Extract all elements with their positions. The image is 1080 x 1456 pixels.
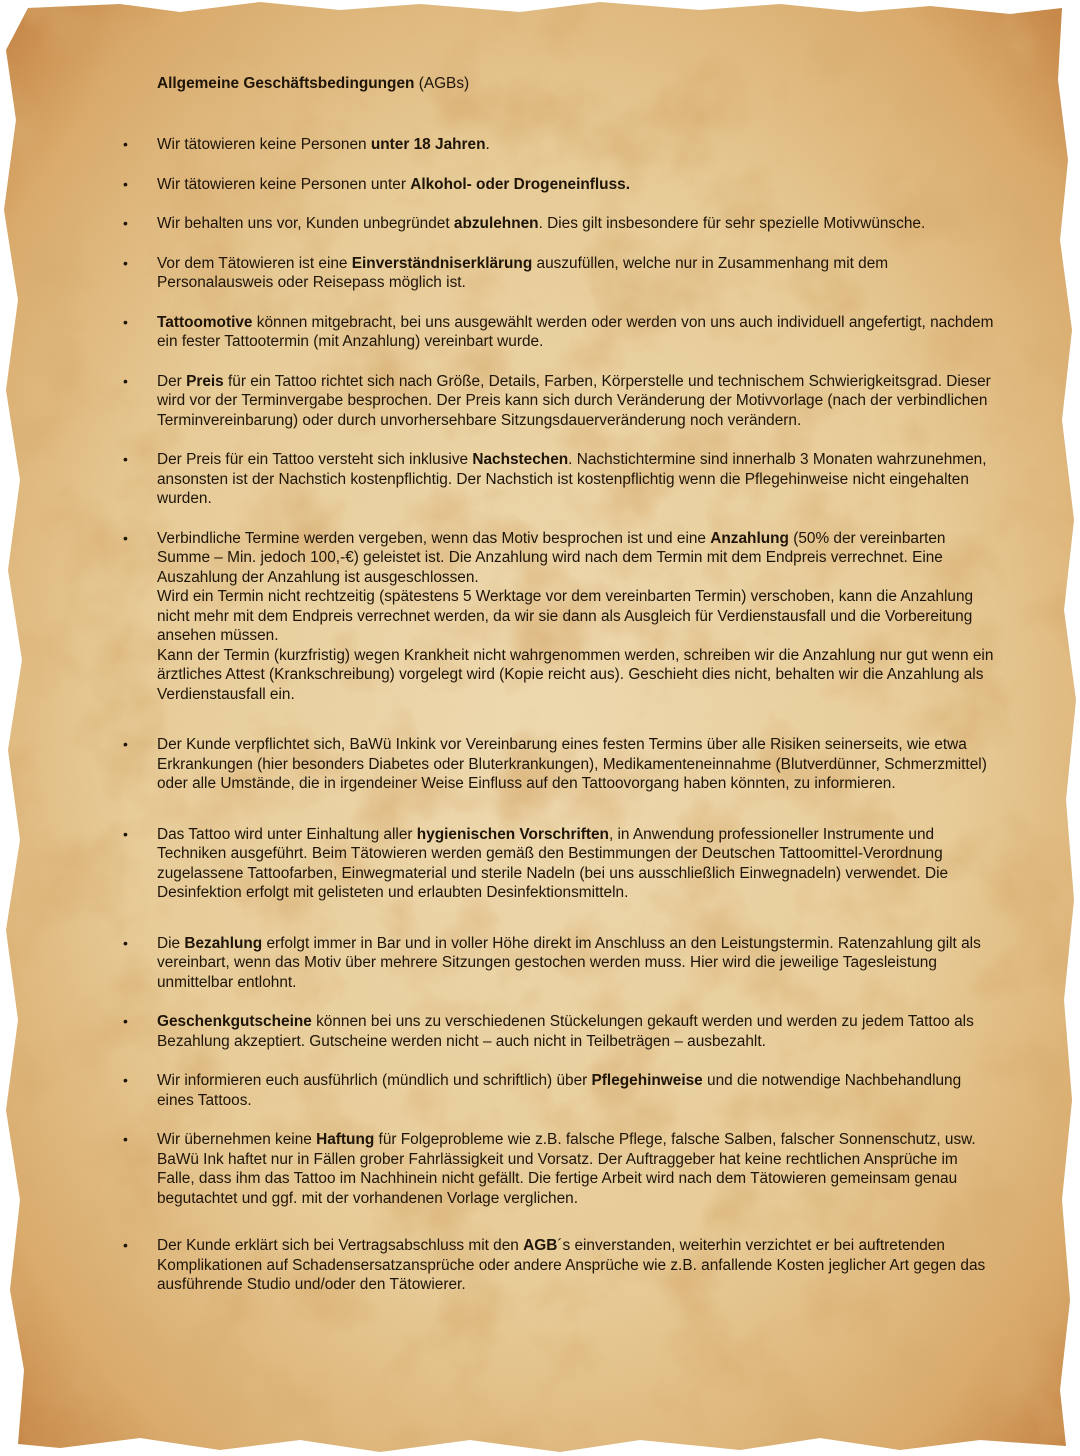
bullet-marker: • bbox=[123, 1237, 128, 1253]
terms-item bbox=[118, 450, 998, 509]
emphasis-text: abzulehnen bbox=[453, 215, 539, 232]
body-text: können mitgebracht, bei uns ausgewählt werden oder werden von uns auch individuell angefertigt, nachdem ein fester Tattootermin (mit Anzahlung) vereinbart wurde. bbox=[157, 313, 994, 350]
terms-paragraph bbox=[157, 529, 998, 588]
bullet-marker: • bbox=[123, 1013, 128, 1029]
terms-item bbox=[118, 529, 998, 705]
bullet-marker: • bbox=[123, 529, 128, 546]
terms-paragraph bbox=[157, 214, 998, 234]
terms-paragraph bbox=[157, 934, 998, 993]
body-text: Der bbox=[157, 372, 187, 390]
terms-paragraph bbox=[157, 1150, 998, 1209]
bullet-marker: • bbox=[123, 451, 128, 467]
terms-item bbox=[118, 735, 998, 794]
terms-item bbox=[118, 313, 998, 352]
bullet-marker: • bbox=[123, 175, 128, 192]
terms-paragraph bbox=[157, 1071, 998, 1110]
terms-item bbox=[118, 175, 998, 195]
bullet-marker: • bbox=[123, 736, 128, 752]
terms-paragraph bbox=[157, 1236, 998, 1295]
emphasis-text: Preis bbox=[186, 372, 224, 390]
body-text: Der Preis für ein Tattoo versteht sich inklusive bbox=[157, 451, 473, 468]
body-text: können bei uns zu verschiedenen Stückelungen gekauft werden und werden zu jedem Tattoo als Bezahlung akzeptiert. Gutscheine werden nicht – auch nicht in Teilbeträgen – ausbezahlt. bbox=[157, 1013, 974, 1050]
emphasis-text: Geschenkgutscheine bbox=[157, 1013, 312, 1030]
terms-item bbox=[118, 254, 998, 293]
document-title-bold: Allgemeine Geschäftsbedingungen bbox=[157, 75, 415, 92]
body-text: Vor dem Tätowieren ist eine bbox=[157, 254, 352, 272]
terms-item bbox=[118, 1236, 998, 1295]
body-text: Wir informieren euch ausführlich (mündlich und schriftlich) über bbox=[157, 1072, 592, 1089]
body-text: Der Kunde verpflichtet sich, BaWü Inkink vor Vereinbarung eines festen Termins über alle Risiken seinerseits, wie etwa Erkrankungen (hier besonders Diabetes oder Bluterkrankungen), Medikamenteneinnahme (Blutverdünner, Schmerzmittel) oder alle Umstände, die in irgendeiner Weise Einfluss auf den Tattoovorgang haben könnten, zu informieren. bbox=[157, 736, 987, 792]
body-text: Die bbox=[157, 934, 185, 952]
emphasis-text: Nachstechen bbox=[472, 451, 569, 468]
terms-list bbox=[118, 135, 998, 1295]
emphasis-text: Einverständniserklärung bbox=[351, 254, 533, 272]
terms-paragraph bbox=[157, 372, 998, 431]
body-text: Verbindliche Termine werden vergeben, wenn das Motiv besprochen ist und eine bbox=[157, 529, 711, 547]
emphasis-text: Anzahlung bbox=[710, 529, 789, 547]
body-text: Wir übernehmen keine bbox=[157, 1131, 317, 1148]
body-text: , in Anwendung professioneller Instrumente und Techniken ausgeführt. Beim Tätowieren werden gemäß den Bestimmungen der Deutschen Tattoomittel-Verordnung zugelassene Tattoofarben, Einwegmaterial und sterile Nadeln (bei uns ausschließlich Einwegnadeln) verwendet. Die Desinfektion erfolgt mit gelisteten und erlaubten Desinfektionsmitteln. bbox=[157, 825, 949, 901]
document-title-rest: (AGBs) bbox=[414, 75, 470, 92]
terms-item bbox=[118, 1130, 998, 1208]
body-text: erfolgt immer in Bar und in voller Höhe direkt im Anschluss an den Leistungstermin. Ratenzahlung gilt als vereinbart, wenn das Motiv über mehrere Sitzungen gestochen werden muss. Hier wird die jeweilige Tagesleistung unmittelbar entlohnt. bbox=[157, 934, 981, 991]
body-text: Wir tätowieren keine Personen unter bbox=[157, 175, 411, 193]
bullet-marker: • bbox=[123, 1072, 128, 1088]
body-text: für Folgeprobleme wie z.B. falsche Pflege, falsche Salben, falscher Sonnenschutz, usw. bbox=[374, 1131, 976, 1148]
body-text: Wird ein Termin nicht rechtzeitig (spätestens 5 Werktage vor dem vereinbarten Termin) verschoben, kann die Anzahlung nicht mehr mit dem Endpreis verrechnet werden, da wir sie dann als Ausgleich für Verdienstausfall und die Vorbereitung ansehen müssen. bbox=[157, 588, 974, 644]
emphasis-text: Bezahlung bbox=[184, 934, 263, 952]
terms-item bbox=[118, 1012, 998, 1051]
body-text: . bbox=[485, 136, 490, 153]
bullet-marker: • bbox=[123, 372, 128, 389]
emphasis-text: Haftung bbox=[316, 1131, 375, 1148]
terms-paragraph bbox=[157, 175, 998, 195]
body-text: Der Kunde erklärt sich bei Vertragsabschluss mit den bbox=[157, 1237, 524, 1254]
emphasis-text: AGB bbox=[523, 1237, 558, 1254]
terms-item bbox=[118, 825, 998, 903]
bullet-marker: • bbox=[123, 1131, 128, 1147]
body-text: Wir behalten uns vor, Kunden unbegründet bbox=[157, 215, 454, 232]
body-text: . Nachstichtermine sind innerhalb 3 Monaten wahrzunehmen, ansonsten ist der Nachstich kostenpflichtig. Der Nachstich ist kostenpflichtig wenn die Pflegehinweise nicht eingehalten wurden. bbox=[157, 451, 987, 507]
terms-item bbox=[118, 214, 998, 234]
body-text: Kann der Termin (kurzfristig) wegen Krankheit nicht wahrgenommen werden, schreiben wir die Anzahlung nur gut wenn ein ärztliches Attest (Krankschreibung) vorgelegt wird (Kopie reicht aus). Geschieht dies nicht, behalten wir die Anzahlung als Verdienstausfall ein. bbox=[157, 646, 994, 703]
body-text: Wir tätowieren keine Personen bbox=[157, 136, 371, 153]
emphasis-text: Alkohol- oder Drogeneinfluss. bbox=[410, 175, 630, 193]
bullet-marker: • bbox=[123, 215, 128, 231]
emphasis-text: unter 18 Jahren bbox=[370, 136, 486, 153]
terms-paragraph bbox=[157, 587, 998, 646]
bullet-marker: • bbox=[123, 934, 128, 951]
body-text: und die notwendige Nachbehandlung eines Tattoos. bbox=[157, 1072, 962, 1109]
emphasis-text: Pflegehinweise bbox=[591, 1072, 703, 1089]
terms-item bbox=[118, 934, 998, 993]
bullet-marker: • bbox=[123, 136, 128, 152]
bullet-marker: • bbox=[123, 313, 128, 330]
terms-paragraph bbox=[157, 646, 998, 705]
body-text: ´s einverstanden, weiterhin verzichtet er bei auftretenden Komplikationen auf Schadensersatzansprüche oder andere Ansprüche wie z.B. anfallende Kosten jeglicher Art gegen das ausführende Studio und/oder den Tätowierer. bbox=[157, 1237, 986, 1293]
bullet-marker: • bbox=[123, 254, 128, 271]
terms-paragraph bbox=[157, 735, 998, 794]
terms-paragraph bbox=[157, 1130, 998, 1150]
body-text: (50% der vereinbarten Summe – Min. jedoch 100,-€) geleistet ist. Die Anzahlung wird nach dem Termin mit dem Endpreis verrechnet. Eine Auszahlung der Anzahlung ist ausgeschlossen. bbox=[157, 529, 946, 586]
terms-paragraph bbox=[157, 1012, 998, 1051]
emphasis-text: Tattoomotive bbox=[157, 313, 253, 331]
body-text: Das Tattoo wird unter Einhaltung aller bbox=[157, 825, 417, 843]
document-title bbox=[157, 74, 998, 94]
emphasis-text: hygienischen Vorschriften bbox=[416, 825, 609, 843]
bullet-marker: • bbox=[123, 825, 128, 842]
terms-paragraph bbox=[157, 825, 998, 903]
terms-paragraph bbox=[157, 135, 998, 155]
terms-paragraph bbox=[157, 450, 998, 509]
body-text: . Dies gilt insbesondere für sehr spezielle Motivwünsche. bbox=[538, 215, 926, 232]
terms-paragraph bbox=[157, 313, 998, 352]
body-text: BaWü Ink haftet nur in Fällen grober Fahrlässigkeit und Vorsatz. Der Auftraggeber hat keine rechtlichen Ansprüche im Falle, dass ihm das Tattoo im Nachhinein nicht gefällt. Die fertige Arbeit wird nach dem Tätowieren gemeinsam genau begutachtet und ggf. mit der vorhandenen Vorlage verglichen. bbox=[157, 1150, 958, 1207]
terms-item bbox=[118, 135, 998, 155]
body-text: auszufüllen, welche nur in Zusammenhang mit dem Personalausweis oder Reisepass möglich ist. bbox=[157, 254, 889, 291]
terms-item bbox=[118, 372, 998, 431]
body-text: für ein Tattoo richtet sich nach Größe, Details, Farben, Körperstelle und technischem Schwierigkeitsgrad. Dieser wird vor der Terminvergabe besprochen. Der Preis kann sich durch Veränderung der Motivvorlage (nach der verbindlichen Terminvereinbarung) oder durch unvorhersehbare Sitzungsdauerveränderung noch verändern. bbox=[157, 372, 991, 429]
terms-paragraph bbox=[157, 254, 998, 293]
terms-item bbox=[118, 1071, 998, 1110]
agb-document bbox=[118, 74, 998, 1315]
